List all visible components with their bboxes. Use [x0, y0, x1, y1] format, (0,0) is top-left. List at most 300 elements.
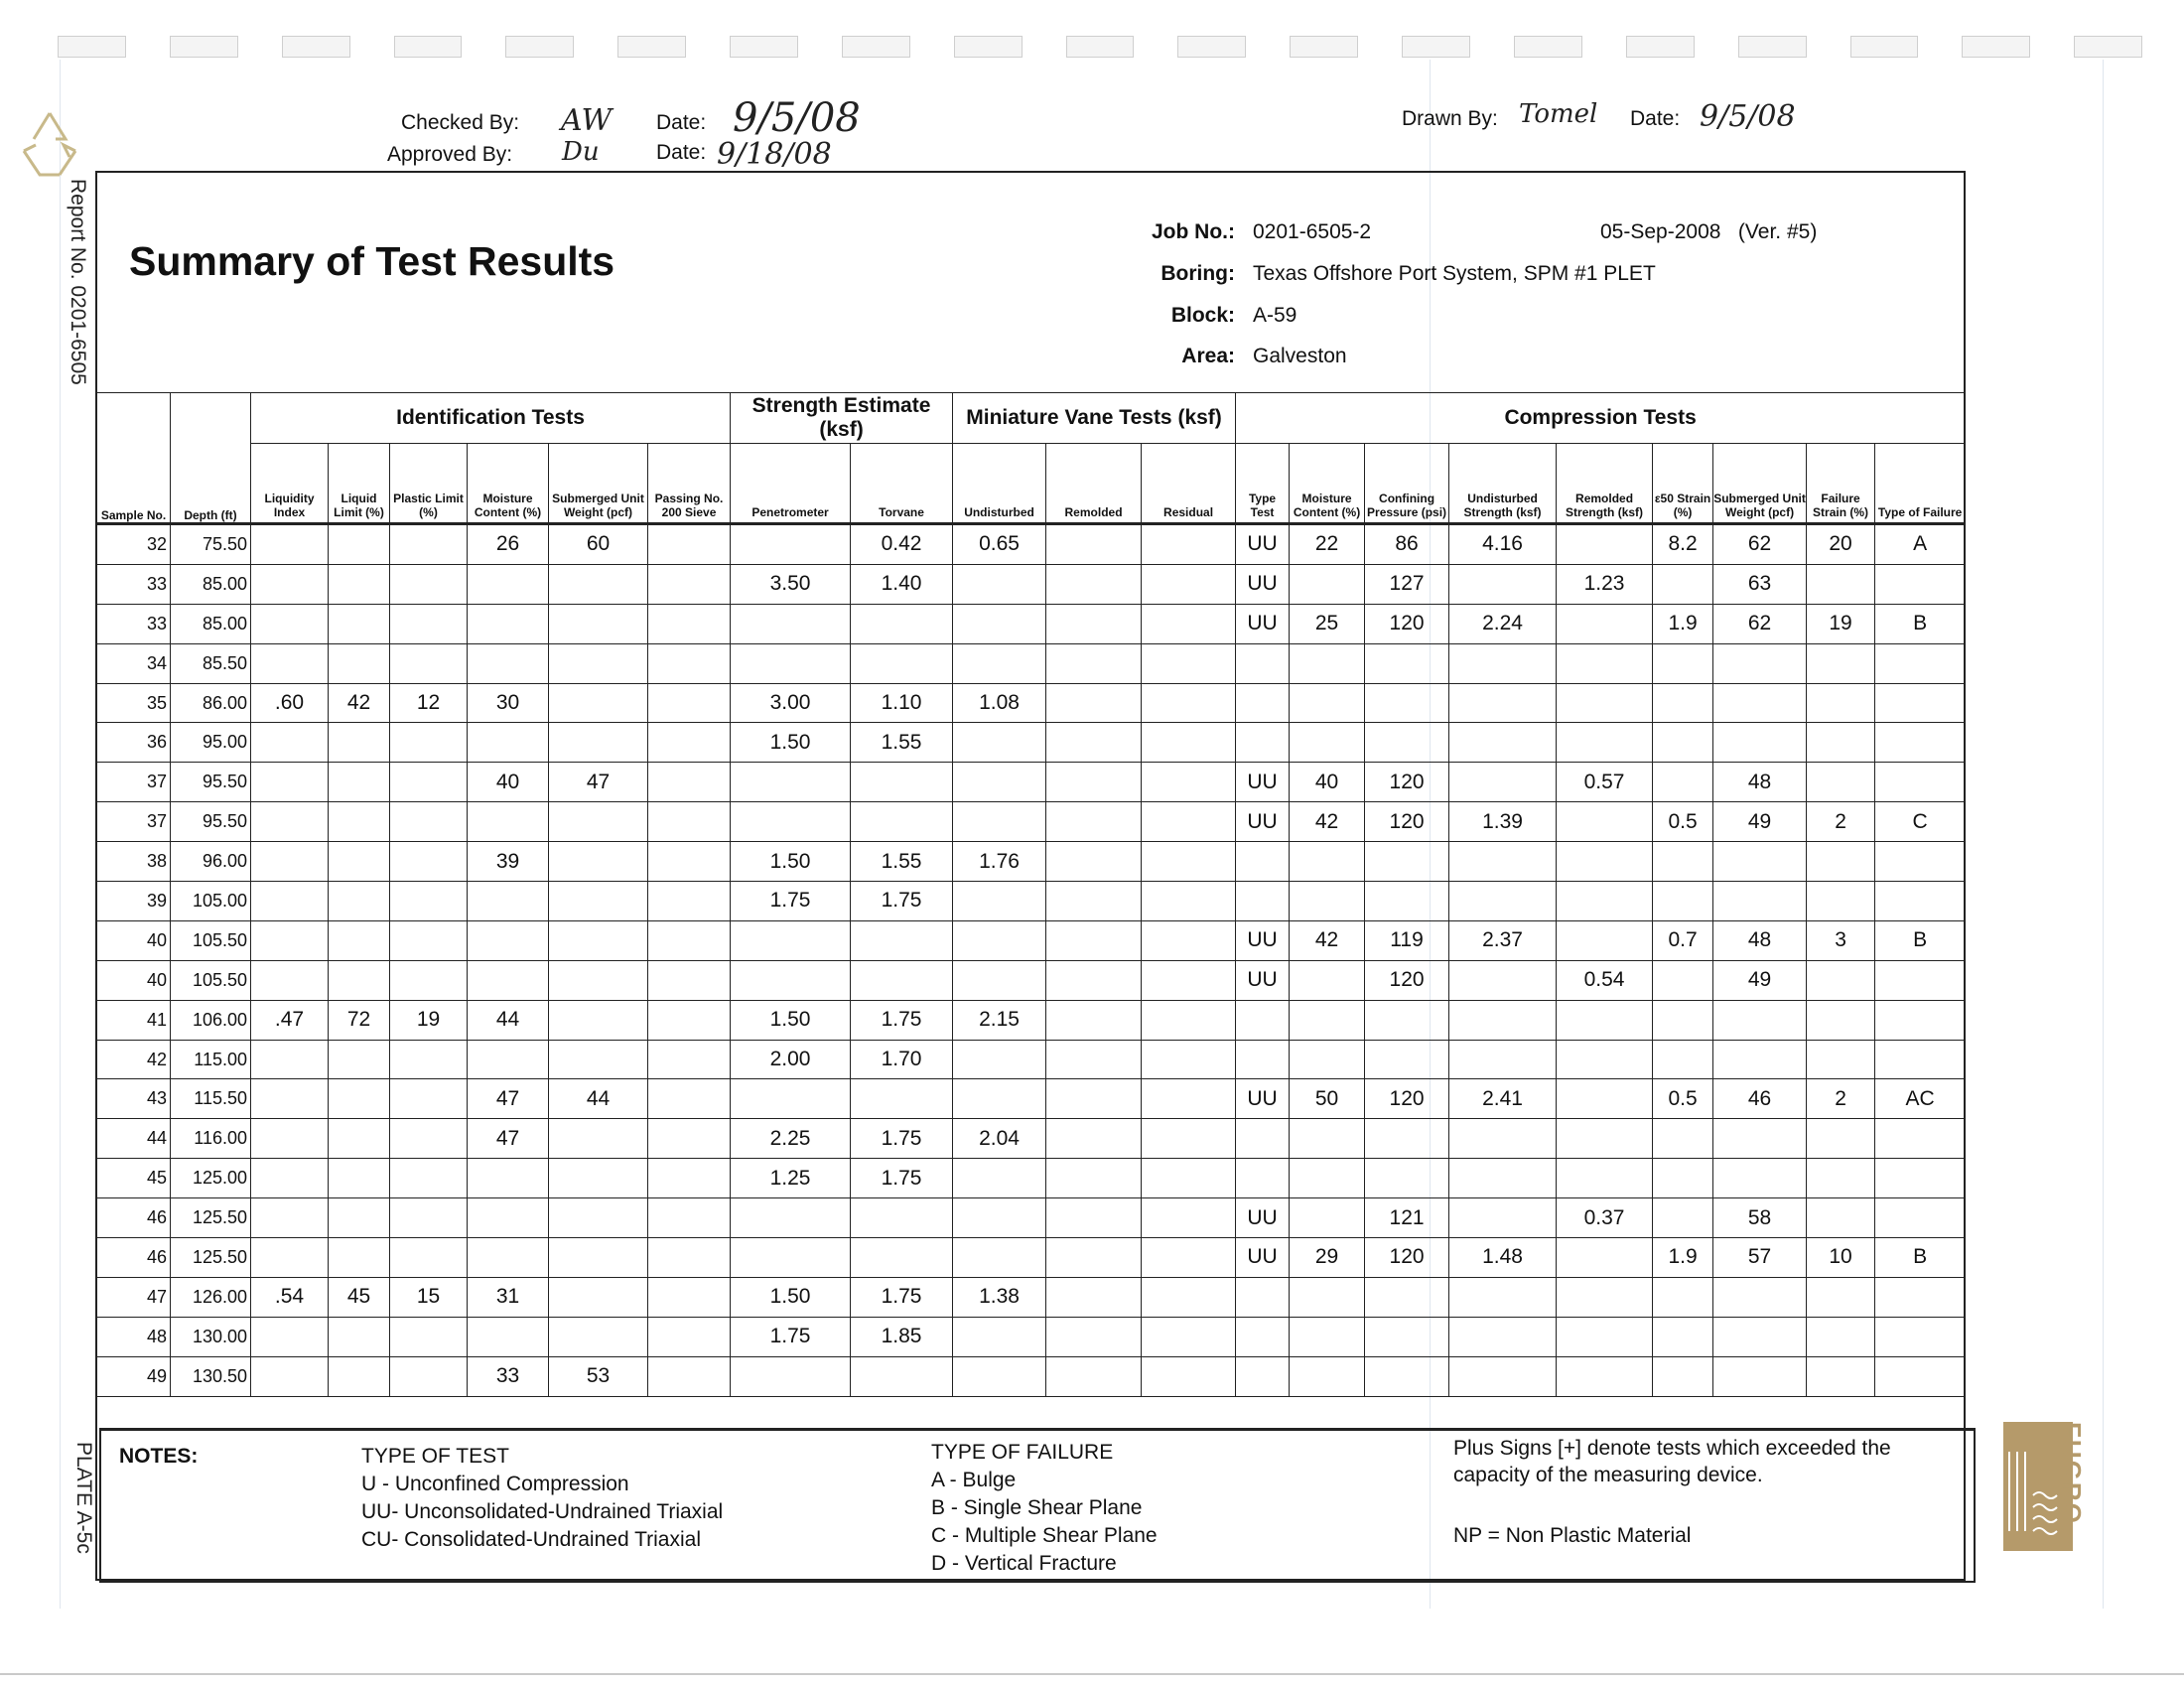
table-cell: B: [1875, 920, 1966, 960]
table-cell: [1142, 723, 1236, 763]
table-cell: [1653, 1317, 1713, 1356]
table-cell: C: [1875, 802, 1966, 842]
table-cell: UU: [1236, 524, 1290, 565]
col-passing-200-sieve: Passing No. 200 Sieve: [648, 444, 731, 524]
table-cell: [329, 960, 390, 1000]
table-cell: 3: [1807, 920, 1875, 960]
table-cell: 126.00: [171, 1277, 251, 1317]
table-cell: [1653, 683, 1713, 723]
table-row: [97, 842, 1966, 882]
table-cell: 121: [1365, 1198, 1449, 1238]
table-cell: [1365, 643, 1449, 683]
table-cell: [1142, 920, 1236, 960]
table-cell: [1875, 723, 1966, 763]
page-edge: [0, 1673, 2184, 1675]
table-cell: [390, 1079, 468, 1119]
table-cell: 33: [97, 564, 171, 604]
table-cell: [1046, 802, 1142, 842]
drawn-by-initials: Tomel: [1519, 99, 1598, 129]
group-compression-tests: Compression Tests: [1236, 393, 1966, 444]
table-cell: [1713, 1356, 1807, 1396]
table-cell: 1.75: [731, 882, 851, 921]
table-cell: [1142, 1000, 1236, 1040]
table-cell: [329, 763, 390, 802]
table-cell: [1653, 1198, 1713, 1238]
table-cell: [1365, 723, 1449, 763]
table-cell: [1557, 1040, 1653, 1079]
table-cell: 34: [97, 643, 171, 683]
table-cell: [1142, 763, 1236, 802]
table-cell: [648, 1356, 731, 1396]
table-cell: [1046, 1198, 1142, 1238]
table-cell: [731, 1356, 851, 1396]
table-row: [97, 564, 1966, 604]
col-submerged-unit-weight: Submerged Unit Weight (pcf): [549, 444, 648, 524]
table-cell: 120: [1365, 1238, 1449, 1278]
table-cell: [1449, 1198, 1557, 1238]
table-cell: [648, 842, 731, 882]
table-cell: [1653, 882, 1713, 921]
table-cell: [1449, 1119, 1557, 1159]
table-cell: [1290, 1198, 1365, 1238]
table-cell: [1557, 842, 1653, 882]
table-cell: [648, 643, 731, 683]
table-row: [97, 1238, 1966, 1278]
table-cell: [390, 1119, 468, 1159]
table-cell: 1.75: [851, 1119, 953, 1159]
table-cell: 3.00: [731, 683, 851, 723]
table-row: [97, 643, 1966, 683]
table-cell: [329, 1159, 390, 1198]
table-cell: 1.50: [731, 723, 851, 763]
table-cell: [1875, 763, 1966, 802]
table-row: [97, 960, 1966, 1000]
table-cell: 48: [1713, 920, 1807, 960]
table-cell: 8.2: [1653, 524, 1713, 565]
table-cell: [1046, 1317, 1142, 1356]
table-cell: 1.75: [731, 1317, 851, 1356]
table-cell: [1046, 1238, 1142, 1278]
table-cell: 40: [468, 763, 549, 802]
table-cell: 43: [97, 1079, 171, 1119]
table-cell: [1807, 763, 1875, 802]
table-cell: [390, 1356, 468, 1396]
drawn-date: 9/5/08: [1700, 99, 1796, 134]
checked-by-initials: AW: [561, 103, 613, 138]
table-cell: [1807, 1317, 1875, 1356]
type-of-failure-b: B - Single Shear Plane: [931, 1496, 1143, 1519]
table-cell: [329, 1119, 390, 1159]
table-cell: UU: [1236, 604, 1290, 643]
table-cell: [1875, 842, 1966, 882]
table-cell: [1046, 1040, 1142, 1079]
table-cell: [390, 643, 468, 683]
table-cell: [549, 1000, 648, 1040]
table-cell: [1875, 1356, 1966, 1396]
table-cell: [953, 723, 1046, 763]
table-cell: 1.50: [731, 1277, 851, 1317]
table-cell: [1046, 604, 1142, 643]
table-cell: [1557, 1317, 1653, 1356]
table-cell: [648, 1040, 731, 1079]
checked-by-label: Checked By:: [401, 111, 520, 134]
table-cell: 1.10: [851, 683, 953, 723]
table-cell: [648, 723, 731, 763]
table-cell: [549, 920, 648, 960]
table-cell: [851, 1356, 953, 1396]
col-comp-moisture-content: Moisture Content (%): [1290, 444, 1365, 524]
table-cell: 47: [468, 1079, 549, 1119]
table-cell: [549, 1119, 648, 1159]
table-cell: 1.50: [731, 842, 851, 882]
table-cell: [1875, 960, 1966, 1000]
table-cell: [1653, 842, 1713, 882]
table-cell: [648, 683, 731, 723]
table-cell: 120: [1365, 960, 1449, 1000]
table-cell: 53: [549, 1356, 648, 1396]
table-cell: A: [1875, 524, 1966, 565]
table-cell: [1142, 604, 1236, 643]
report-number: Report No. 0201-6505: [67, 179, 89, 385]
table-cell: .47: [251, 1000, 329, 1040]
table-cell: 60: [549, 524, 648, 565]
table-cell: [953, 1159, 1046, 1198]
table-cell: [329, 604, 390, 643]
col-type-test: Type Test: [1236, 444, 1290, 524]
col-liquid-limit: Liquid Limit (%): [329, 444, 390, 524]
table-cell: [468, 1040, 549, 1079]
table-cell: [549, 1159, 648, 1198]
table-cell: 41: [97, 1000, 171, 1040]
table-cell: [390, 1159, 468, 1198]
table-cell: [1449, 882, 1557, 921]
table-cell: 72: [329, 1000, 390, 1040]
table-cell: [549, 1277, 648, 1317]
table-cell: [1142, 643, 1236, 683]
table-cell: [1365, 882, 1449, 921]
table-cell: [1046, 882, 1142, 921]
checked-date: 9/5/08: [733, 95, 861, 141]
table-cell: 105.50: [171, 920, 251, 960]
table-cell: 1.40: [851, 564, 953, 604]
table-cell: [731, 802, 851, 842]
table-cell: 26: [468, 524, 549, 565]
table-cell: [251, 882, 329, 921]
table-cell: [390, 842, 468, 882]
table-cell: 22: [1290, 524, 1365, 565]
table-cell: 37: [97, 802, 171, 842]
table-cell: [468, 564, 549, 604]
col-sample-no: Sample No.: [97, 393, 171, 524]
col-vane-undisturbed: Undisturbed: [953, 444, 1046, 524]
table-cell: [648, 1277, 731, 1317]
table-cell: [1046, 960, 1142, 1000]
table-cell: [1046, 1356, 1142, 1396]
table-cell: [1807, 1119, 1875, 1159]
table-cell: [1365, 1277, 1449, 1317]
table-cell: [1142, 1040, 1236, 1079]
table-cell: [731, 960, 851, 1000]
table-cell: [1449, 723, 1557, 763]
table-cell: 1.76: [953, 842, 1046, 882]
table-cell: [731, 1079, 851, 1119]
table-cell: [251, 763, 329, 802]
table-cell: 2: [1807, 1079, 1875, 1119]
col-depth: Depth (ft): [171, 393, 251, 524]
table-cell: [390, 524, 468, 565]
table-cell: [390, 882, 468, 921]
table-cell: 120: [1365, 1079, 1449, 1119]
table-cell: [1713, 1040, 1807, 1079]
col-failure-strain: Failure Strain (%): [1807, 444, 1875, 524]
table-cell: 42: [1290, 802, 1365, 842]
table-cell: [549, 564, 648, 604]
table-cell: 127: [1365, 564, 1449, 604]
table-cell: [1653, 960, 1713, 1000]
table-cell: 115.00: [171, 1040, 251, 1079]
table-cell: [648, 882, 731, 921]
table-cell: 95.50: [171, 802, 251, 842]
table-cell: 47: [97, 1277, 171, 1317]
table-cell: 49: [1713, 960, 1807, 1000]
table-cell: [251, 1159, 329, 1198]
table-cell: [1290, 643, 1365, 683]
table-cell: [1807, 1000, 1875, 1040]
table-cell: [329, 1356, 390, 1396]
table-cell: [1449, 960, 1557, 1000]
table-cell: [1365, 1000, 1449, 1040]
table-cell: [1142, 1238, 1236, 1278]
table-cell: [851, 1079, 953, 1119]
table-cell: [468, 802, 549, 842]
table-cell: .54: [251, 1277, 329, 1317]
table-cell: [1142, 564, 1236, 604]
table-cell: UU: [1236, 763, 1290, 802]
table-cell: 2.15: [953, 1000, 1046, 1040]
table-cell: [1236, 1040, 1290, 1079]
table-row: [97, 1277, 1966, 1317]
table-cell: [329, 524, 390, 565]
table-cell: 1.75: [851, 882, 953, 921]
table-cell: [1875, 683, 1966, 723]
table-cell: 25: [1290, 604, 1365, 643]
table-cell: [1713, 1277, 1807, 1317]
table-cell: 1.55: [851, 723, 953, 763]
table-cell: [1557, 1356, 1653, 1396]
table-cell: [1142, 683, 1236, 723]
boring-label: Boring:: [1160, 262, 1235, 285]
table-cell: [329, 1079, 390, 1119]
table-row: [97, 882, 1966, 921]
table-cell: [1653, 723, 1713, 763]
table-cell: [1653, 1119, 1713, 1159]
table-row: [97, 683, 1966, 723]
table-cell: [1875, 1000, 1966, 1040]
table-cell: [390, 1040, 468, 1079]
table-cell: [1713, 1317, 1807, 1356]
table-cell: [1046, 920, 1142, 960]
table-cell: [1713, 723, 1807, 763]
table-cell: [953, 1040, 1046, 1079]
non-plastic-note: NP = Non Plastic Material: [1453, 1524, 1692, 1547]
table-cell: [251, 802, 329, 842]
table-cell: [851, 960, 953, 1000]
table-cell: UU: [1236, 920, 1290, 960]
block-label: Block:: [1170, 304, 1235, 327]
table-cell: [1557, 604, 1653, 643]
table-cell: [1142, 524, 1236, 565]
table-cell: 44: [97, 1119, 171, 1159]
table-cell: [1449, 842, 1557, 882]
table-cell: [390, 1198, 468, 1238]
table-cell: [251, 723, 329, 763]
col-moisture-content: Moisture Content (%): [468, 444, 549, 524]
table-row: [97, 802, 1966, 842]
table-cell: [851, 920, 953, 960]
table-cell: 10: [1807, 1238, 1875, 1278]
table-cell: [953, 1317, 1046, 1356]
table-cell: [1142, 842, 1236, 882]
table-row: [97, 524, 1966, 565]
table-cell: 2.25: [731, 1119, 851, 1159]
approved-by-label: Approved By:: [387, 143, 513, 166]
table-cell: [1290, 1119, 1365, 1159]
table-cell: [1236, 1159, 1290, 1198]
table-cell: 120: [1365, 763, 1449, 802]
recycle-icon: [16, 107, 83, 179]
table-cell: [1142, 1159, 1236, 1198]
table-cell: [1875, 1317, 1966, 1356]
table-cell: 20: [1807, 524, 1875, 565]
table-cell: [329, 723, 390, 763]
table-cell: 86.00: [171, 683, 251, 723]
punch-hole-strip: [58, 36, 2142, 58]
table-cell: [251, 604, 329, 643]
table-cell: [1449, 763, 1557, 802]
table-cell: [953, 1079, 1046, 1119]
table-cell: [1807, 1040, 1875, 1079]
table-cell: [1290, 1040, 1365, 1079]
table-cell: [953, 882, 1046, 921]
table-cell: [1713, 1159, 1807, 1198]
table-cell: 0.5: [1653, 802, 1713, 842]
table-cell: [1449, 1000, 1557, 1040]
table-cell: [1449, 564, 1557, 604]
table-cell: 1.23: [1557, 564, 1653, 604]
table-cell: [1449, 1356, 1557, 1396]
block-value: A-59: [1253, 304, 1297, 327]
table-cell: UU: [1236, 1079, 1290, 1119]
table-cell: [731, 1198, 851, 1238]
table-cell: [1653, 643, 1713, 683]
table-cell: [1449, 1040, 1557, 1079]
table-cell: [648, 564, 731, 604]
table-cell: 75.50: [171, 524, 251, 565]
table-cell: UU: [1236, 1198, 1290, 1238]
table-cell: 120: [1365, 802, 1449, 842]
type-of-failure-d: D - Vertical Fracture: [931, 1552, 1117, 1575]
logo-wordmark: FUGRO: [2057, 1422, 2087, 1525]
table-cell: 40: [1290, 763, 1365, 802]
table-cell: 0.65: [953, 524, 1046, 565]
table-cell: [731, 643, 851, 683]
table-row: [97, 1000, 1966, 1040]
table-cell: 44: [468, 1000, 549, 1040]
table-cell: 2: [1807, 802, 1875, 842]
table-cell: [1875, 882, 1966, 921]
table-cell: 3.50: [731, 564, 851, 604]
table-row: [97, 1198, 1966, 1238]
table-cell: [1807, 842, 1875, 882]
table-cell: 42: [1290, 920, 1365, 960]
table-cell: [549, 683, 648, 723]
table-cell: [1046, 842, 1142, 882]
col-confining-pressure: Confining Pressure (psi): [1365, 444, 1449, 524]
type-of-test-u: U - Unconfined Compression: [361, 1473, 629, 1495]
table-cell: 0.54: [1557, 960, 1653, 1000]
table-cell: [1713, 643, 1807, 683]
type-of-test-uu: UU- Unconsolidated-Undrained Triaxial: [361, 1500, 724, 1523]
table-row: [97, 1356, 1966, 1396]
table-cell: [1365, 1040, 1449, 1079]
table-cell: [1557, 1079, 1653, 1119]
table-cell: 96.00: [171, 842, 251, 882]
plate-label: PLATE A-5c: [72, 1442, 95, 1554]
table-cell: 19: [390, 1000, 468, 1040]
table-cell: [648, 920, 731, 960]
table-cell: [251, 1198, 329, 1238]
table-cell: [1653, 1277, 1713, 1317]
table-cell: [1713, 1119, 1807, 1159]
table-cell: 95.00: [171, 723, 251, 763]
table-cell: [1807, 643, 1875, 683]
table-cell: [1557, 723, 1653, 763]
table-cell: [390, 960, 468, 1000]
col-comp-submerged-unit-weight: Submerged Unit Weight (pcf): [1713, 444, 1807, 524]
table-cell: [1290, 723, 1365, 763]
table-cell: [549, 882, 648, 921]
table-cell: [251, 920, 329, 960]
table-cell: [1807, 1198, 1875, 1238]
table-cell: [1557, 802, 1653, 842]
table-cell: 44: [549, 1079, 648, 1119]
table-cell: 2.41: [1449, 1079, 1557, 1119]
table-cell: 116.00: [171, 1119, 251, 1159]
table-cell: [549, 723, 648, 763]
type-of-failure-a: A - Bulge: [931, 1469, 1017, 1491]
table-cell: [1807, 1356, 1875, 1396]
table-cell: [1290, 882, 1365, 921]
table-cell: 50: [1290, 1079, 1365, 1119]
job-label: Job No.:: [1152, 220, 1235, 243]
table-cell: AC: [1875, 1079, 1966, 1119]
table-cell: [1449, 1317, 1557, 1356]
table-cell: [1557, 683, 1653, 723]
table-cell: [1142, 1356, 1236, 1396]
table-cell: 2.37: [1449, 920, 1557, 960]
table-cell: [390, 1238, 468, 1278]
col-remolded-strength: Remolded Strength (ksf): [1557, 444, 1653, 524]
table-row: [97, 1317, 1966, 1356]
table-cell: [1290, 842, 1365, 882]
table-cell: 0.5: [1653, 1079, 1713, 1119]
table-cell: [953, 1238, 1046, 1278]
table-cell: 1.08: [953, 683, 1046, 723]
col-liquidity-index: Liquidity Index: [251, 444, 329, 524]
table-cell: [851, 1238, 953, 1278]
table-cell: [953, 763, 1046, 802]
table-cell: 12: [390, 683, 468, 723]
